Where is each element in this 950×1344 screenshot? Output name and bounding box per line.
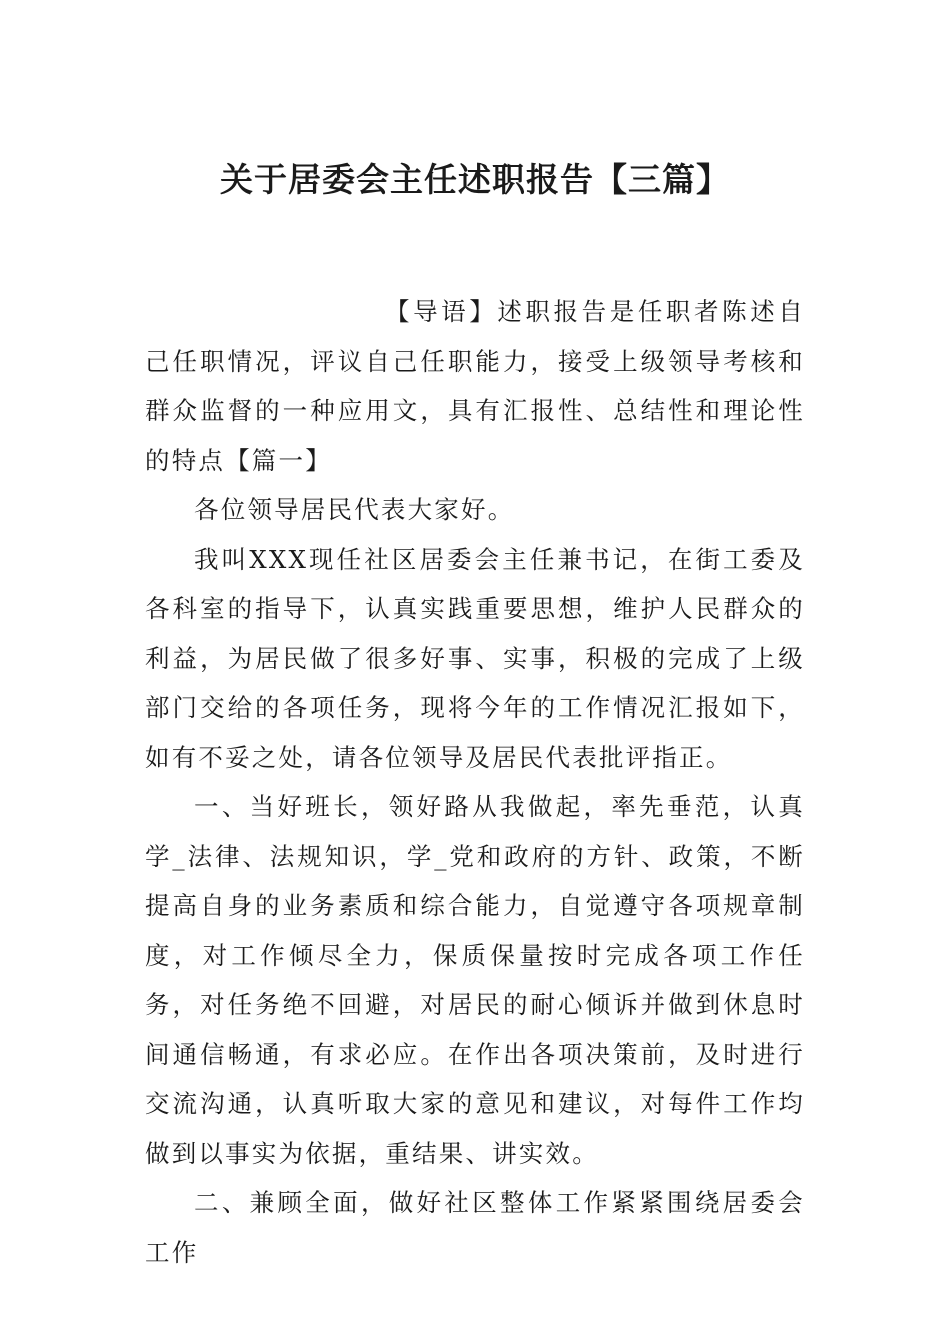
paragraph-introduction: 我叫XXX现任社区居委会主任兼书记，在街工委及各科室的指导下，认真实践重要思想，维护人民群众的利益，为居民做了很多好事、实事，积极的完成了上级部门交给的各项任务，现将今年的工作情况汇报如下，如有不妥之处，请各位领导及居民代表批评指正。	[145, 544, 805, 772]
intro-paragraph: 【导语】述职报告是任职者陈述自己任职情况，评议自己任职能力，接受上级领导考核和群众监督的一种应用文，具有汇报性、总结性和理论性的特点【篇一】	[145, 297, 805, 475]
paragraph-section-two: 二、兼顾全面，做好社区整体工作紧紧围绕居委会工作	[145, 1188, 805, 1267]
paragraph-section-one: 一、当好班长，领好路从我做起，率先垂范，认真学_法律、法规知识，学_党和政府的方针、政策，不断提高自身的业务素质和综合能力，自觉遵守各项规章制度，对工作倾尽全力，保质保量按时完成各项工作任务，对任务绝不回避，对居民的耐心倾诉并做到休息时间通信畅通，有求必应。在作出各项决策前，及时进行交流沟通，认真听取大家的意见和建议，对每件工作均做到以事实为依据，重结果、讲实效。	[145, 792, 805, 1168]
document-body	[145, 287, 805, 1277]
paragraph-greeting: 各位领导居民代表大家好。	[194, 495, 515, 524]
document-title: 关于居委会主任述职报告【三篇】	[220, 160, 730, 199]
